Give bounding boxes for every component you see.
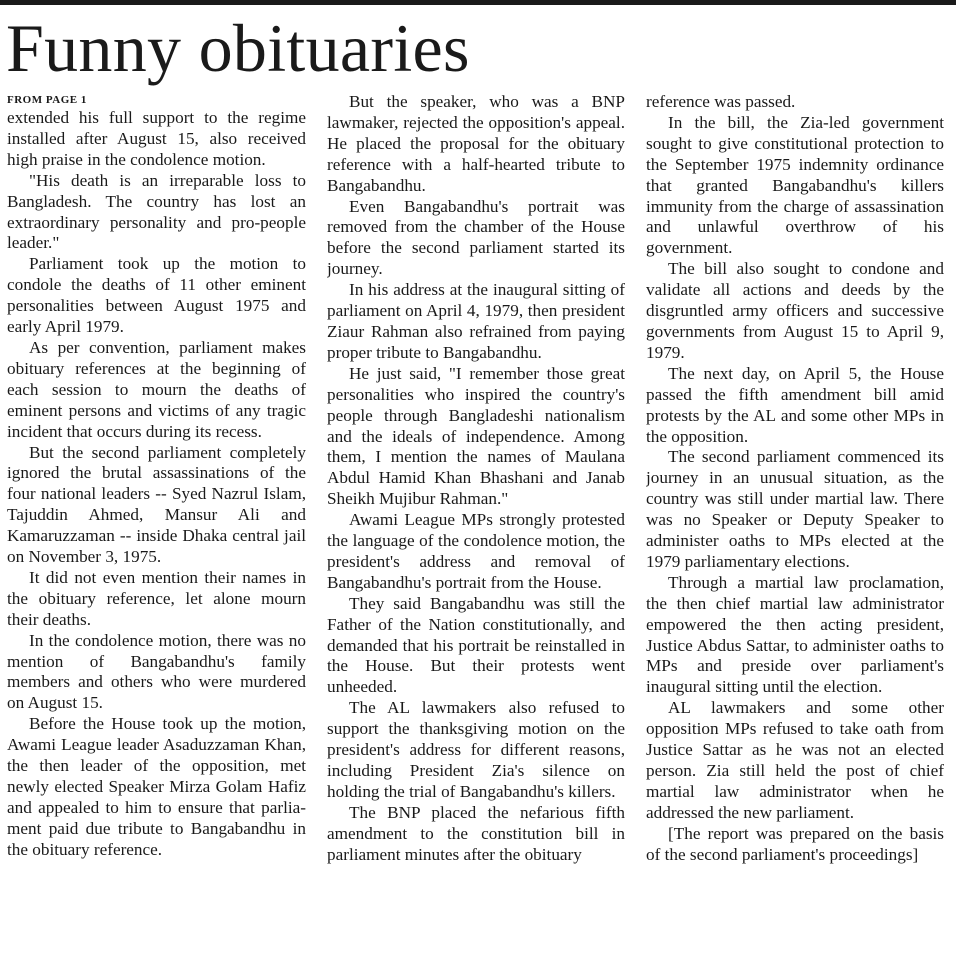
paragraph: reference was passed. <box>646 92 796 111</box>
paragraph: As per convention, parliament makes obituary references at the beginning of each session to mourn the deaths of eminent persons and victims of any tragic incident that occurs during its recess. <box>7 337 306 441</box>
paragraph: In his address at the inaugural sitting of parliament on April 4, 1979, then president Ziaur Rahman also refrained from paying proper tribute to Bangabandhu. <box>327 280 625 362</box>
paragraph: They said Bangabandhu was still the Father of the Nation constitutionally, and demanded that his portrait be reinstalled in the House. But their protests went unheeded. <box>327 593 625 697</box>
paragraph: The next day, on April 5, the House passed the fifth amendment bill amid protests by the AL and some other MPs in the opposition. <box>646 363 944 446</box>
article-column-3 <box>646 92 944 950</box>
paragraph: He just said, "I remember those great personalities who inspired the country's people through Bangladeshi nationalism and the ideals of independence. Among them, I mention the names of Maulana Abdul Hamid Khan Bhashani and Janab Sheikh Mujibur Rahman." <box>327 363 625 509</box>
paragraph: Before the House took up the motion, Awami League leader Asaduzzaman Khan, the then leader of the opposition, met newly elected Speaker Mirza Golam Hafiz and appealed to him to ensure that parliament paid due tribute to Bangabandhu in the obituary reference. <box>7 714 306 859</box>
paragraph: extended his full support to the regime installed after August 15, also received high praise in the condolence motion. <box>7 108 306 169</box>
paragraph: In the bill, the Zia-led government sought to give constitutional protection to the September 1975 indemnity ordinance that granted Bangabandhu's killers immunity from the charge of assassination and unlawful overthrow of his government. <box>646 112 944 258</box>
paragraph: Even Bangabandhu's portrait was removed from the chamber of the House before the second parliament started its journey. <box>327 196 625 279</box>
paragraph: The second parliament commenced its journey in an unusual situation, as the country was still under martial law. There was no Speaker or Deputy Speaker to administer oaths to MPs elected at the 1979 parliamentary elections. <box>646 447 944 571</box>
paragraph: But the speaker, who was a BNP lawmaker, rejected the opposition's appeal. He placed the proposal for the obituary reference with a half-hearted tribute to Bangabandhu. <box>327 92 625 195</box>
paragraph: The BNP placed the nefarious fifth amendment to the constitution bill in parliament minutes after the obituary <box>327 802 625 864</box>
paragraph: The AL lawmakers also refused to support the thanksgiving motion on the president's address for different reasons, including President Zia's silence on holding the trial of Bangabandhu's killers. <box>327 698 625 801</box>
paragraph: Awami League MPs strongly protested the language of the condolence motion, the president's address and removal of Bangabandhu's portrait from the House. <box>327 510 625 592</box>
headline: Funny obituaries <box>6 10 470 86</box>
paragraph: In the condolence motion, there was no mention of Bangabandhu's family members and others who were murdered on August 15. <box>7 630 306 713</box>
paragraph: Through a martial law proclamation, the then chief martial law administrator empowered the then acting president, Justice Abdus Sattar, to administer oaths to MPs and preside over parliament's inaugural sitting until the election. <box>646 572 944 697</box>
paragraph: AL lawmakers and some other opposition MPs refused to take oath from Justice Sattar as he was not an elected person. Zia still held the post of chief martial law administrator when he addressed the new parliament. <box>646 698 944 822</box>
top-rule <box>0 0 956 5</box>
article-column-2 <box>327 92 625 950</box>
paragraph: "His death is an irreparable loss to Bangladesh. The country has lost an extraordinary personality and pro-people leader." <box>7 170 306 253</box>
paragraph: Parliament took up the motion to condole the deaths of 11 other eminent personalities between August 1975 and early April 1979. <box>7 254 306 337</box>
paragraph: [The report was prepared on the basis of the second parliament's proceedings] <box>646 823 944 864</box>
paragraph: But the second parliament completely ignored the brutal assassinations of the four national leaders -- Syed Nazrul Islam, Tajuddin Ahmed, Mansur Ali and Kamaruzzaman -- inside Dhaka central jail on November 3, 1975. <box>7 442 306 567</box>
paragraph: The bill also sought to condone and validate all actions and deeds by the disgruntled army officers and successive governments from August 15 to April 9, 1979. <box>646 259 944 362</box>
paragraph: It did not even mention their names in the obituary reference, let alone mourn their deaths. <box>7 567 306 629</box>
article-column-1 <box>7 92 306 950</box>
jump-label: FROM PAGE 1 <box>7 94 87 106</box>
